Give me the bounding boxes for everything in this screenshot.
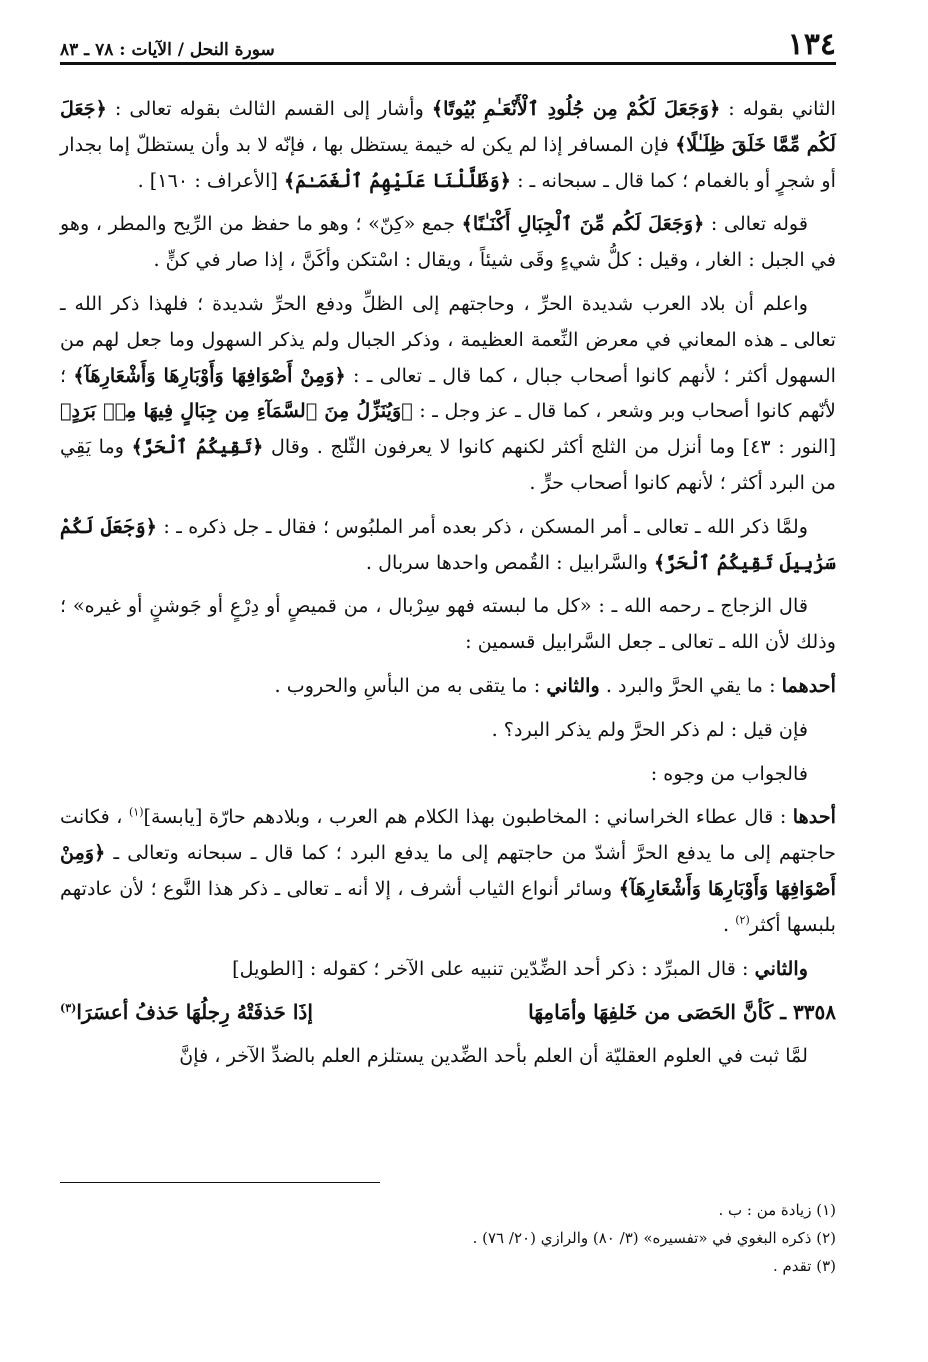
text-run: [الأعراف : ١٦٠] .	[137, 168, 284, 192]
text-run: ، فكانت حاجتهم إلى ما يدفع الحرَّ أشدّ من حاجتهم إلى ما يدفع البرد ؛ كما قال ـ سبحانه وتعالى ـ	[60, 805, 836, 865]
page-body	[60, 91, 836, 1074]
page	[60, 20, 836, 1082]
paragraph: لمَّا ثبت في العلوم العقليّة أن العلم بأحد الضِّدين يستلزم العلم بالضدِّ الآخر ، فإنَّ	[179, 1044, 808, 1068]
verse-hemistich-second	[60, 994, 313, 1030]
quran-quote: ﴿جَعَلَ لَكُم مِّمَّا خَلَقَ ظِلَـٰلًا﴾	[60, 97, 836, 156]
paragraph: فالجواب من وجوه :	[650, 761, 808, 785]
footnotes	[60, 1196, 836, 1280]
verse-hemistich-text: إذَا حَذفَتْهُ رِجلُهَا حَذفُ أعسَرَا	[76, 1000, 313, 1025]
footnote-ref[interactable]: (١)	[128, 805, 144, 819]
text-run: الثاني بقوله :	[720, 97, 836, 120]
paragraph: فإن قيل : لم ذكر الحرَّ ولم يذكر البرد؟ .	[491, 717, 808, 741]
quran-quote: ﴿وَظَلَّلْنَا عَلَيْهِمُ ٱلْغَمَـٰمَ﴾	[284, 168, 511, 192]
text-run: واعلم أن بلاد العرب شديدة الحرِّ ، وحاجتهم إلى الظلِّ ودفع الحرِّ شديدة ؛ فلهذا ذكر الله ـ تعالى ـ هذه المعاني في معرض النِّعمة العظيمة ، وذكر الجبال ولم يذكر السهول وما جعل لهم من السهول أكثر ؛ لأنهم كانوا أصحاب جبال ، كما قال ـ تعالى ـ :	[60, 291, 836, 387]
paragraph	[60, 668, 836, 704]
text-run: : ما يقي الحرَّ والبرد .	[599, 673, 782, 697]
poetic-meter: [الطويل]	[232, 956, 304, 980]
text-run: [النور : ٤٣] وما أنزل من الثلج أكثر لكنهم كانوا لا يعرفون الثّلج . وقال	[263, 435, 836, 459]
quran-quote: ﴿وَيُنَزِّلُ مِنَ ٱلسَّمَآءِ مِن جِبَالٍ فِيهَا مِنۢ بَرَدٍ﴾	[60, 399, 413, 423]
section-label: أحدهما	[781, 673, 836, 697]
text-run: جمع «كِنّ» ؛ وهو ما حفظ من الرِّيح والمطر ، وهو في الجبل : الغار ، وقيل : كلُّ شيءٍ وقَى شيئاً ، ويقال : اسْتكن وأكَنَّ ، إذا صار في كنٍّ .	[60, 212, 836, 272]
quran-quote: ﴿وَمِنْ أَصْوَافِهَا وَأَوْبَارِهَا وَأَشْعَارِهَآ﴾	[73, 363, 346, 387]
running-title: سورة النحل / الآيات : ٧٨ ـ ٨٣	[60, 40, 275, 60]
text-run: : قال المبرِّد : ذكر أحد الضِّدّين تنبيه على الآخر ؛ كقوله :	[303, 956, 755, 980]
paragraph	[60, 286, 836, 501]
paragraph	[60, 206, 836, 278]
footnote-ref[interactable]: (٢)	[735, 913, 750, 927]
page-number: ١٣٤	[787, 27, 836, 62]
footnote-divider	[60, 1182, 380, 1183]
text-run: فإن المسافر إذا لم يكن له خيمة يستظل بها ، فإنّه لا بد وأن يستظلّ إما بجدار أو شجرٍ أو بالغمام ؛ كما قال ـ سبحانه ـ :	[60, 132, 836, 192]
paragraph	[60, 509, 836, 581]
footnote-ref[interactable]: (٣)	[60, 1001, 77, 1015]
quran-quote: ﴿وَمِنْ أَصْوَافِهَا وَأَوْبَارِهَا وَأَشْعَارِهَآ﴾	[60, 841, 836, 900]
text-run: وسائر أنواع الثياب أشرف ، إلا أنه ـ تعالى ـ ذكر هذا النَّوع ؛ لأن عادتهم بلبسها أكثر	[60, 876, 836, 936]
section-label: أحدها	[792, 805, 837, 829]
page-header	[60, 20, 836, 65]
text-run: .	[723, 912, 736, 936]
paragraph	[60, 799, 836, 942]
section-label: والثاني	[754, 956, 808, 980]
text-run: قوله تعالى :	[704, 212, 808, 236]
section-label: والثاني	[546, 673, 600, 697]
paragraph	[60, 951, 836, 987]
quran-quote: ﴿وَجَعَلَ لَكُمْ مِن جُلُودِ ٱلْأَنْعَـٰمِ بُيُوتًا﴾	[431, 97, 721, 120]
footnote: (١) زيادة من : ب .	[718, 1201, 836, 1219]
text-run: : ما يتقى به من البأسِ والحروب .	[274, 673, 547, 697]
verse-hemistich-first: ٣٣٥٨ ـ كَأنَّ الحَصَى من خَلفِهَا وأمَامِهَا	[528, 1000, 836, 1025]
text-run: وأشار إلى القسم الثالث بقوله تعالى :	[106, 97, 432, 120]
text-run: والسَّرابيل : القُمص واحدها سربال .	[365, 550, 654, 574]
text-run: : قال عطاء الخراساني : المخاطبون بهذا الكلام هم العرب ، وبلادهم حارّة [يابسة]	[143, 805, 793, 829]
poetry-verse	[60, 994, 836, 1030]
text-run: وما يَقِي من البرد أكثر ؛ لأنهم كانوا أصحاب حرٍّ .	[60, 435, 836, 494]
paragraph: قال الزجاج ـ رحمه الله ـ : «كل ما لبسته فهو سِرْبال ، من قميصٍ أو دِرْعٍ أو جَوشنٍ أو غيره» ؛ وذلك لأن الله ـ تعالى ـ جعل السَّرابيل قسمين :	[60, 594, 836, 654]
quran-quote: ﴿وَجَعَلَ لَكُمْ سَرَٰبِيلَ تَقِيكُمُ ٱلْحَرَّ﴾	[60, 514, 836, 574]
text-run: ولمَّا ذكر الله ـ تعالى ـ أمر المسكن ، ذكر بعده أمر الملبُوس ؛ فقال ـ جل ذكره ـ :	[156, 514, 809, 538]
quran-quote: ﴿تَقِيكُمُ ٱلْحَرَّ﴾	[131, 435, 264, 459]
footnote: (٣) تقدم .	[772, 1257, 836, 1275]
text-run: ؛ لأنّهم كانوا أصحاب وبر وشعر ، كما قال ـ عز وجل ـ :	[60, 363, 836, 423]
footnote: (٢) ذكره البغوي في «تفسيره» (٣/ ٨٠) والرازي (٢٠/ ٧٦) .	[472, 1229, 836, 1247]
quran-quote: ﴿وَجَعَلَ لَكُم مِّنَ ٱلْجِبَالِ أَكْنَـٰنًا﴾	[461, 212, 705, 236]
paragraph	[60, 91, 836, 198]
